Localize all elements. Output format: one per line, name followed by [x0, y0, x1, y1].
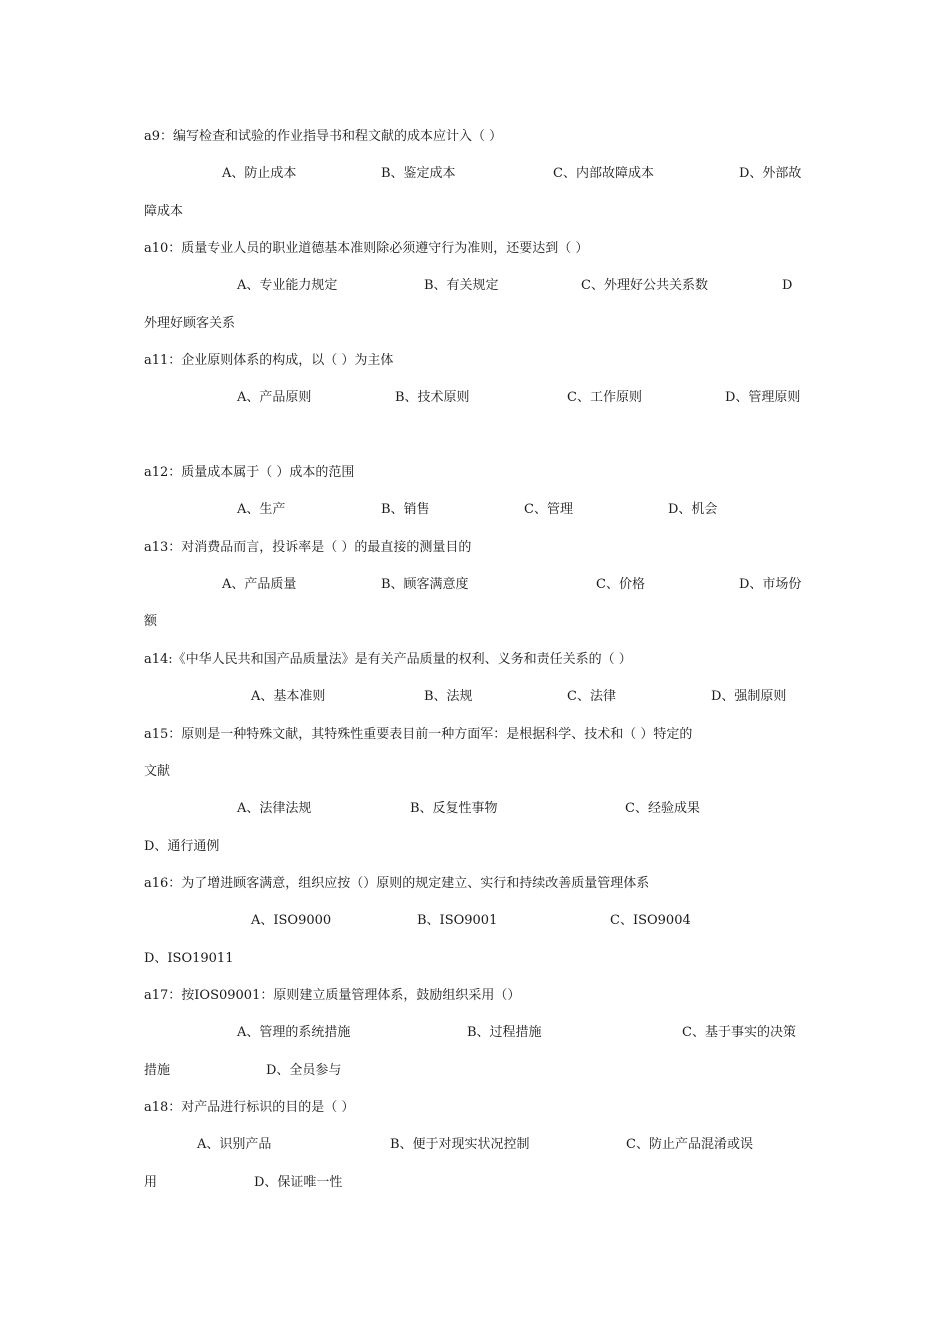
question-a14-options — [144, 686, 806, 708]
option-c: C、ISO9004 — [610, 913, 691, 928]
option-b: B、便于对现实状况控制 — [390, 1137, 530, 1152]
option-c: C、价格 — [596, 577, 645, 592]
option-b: B、ISO9001 — [417, 913, 498, 928]
question-a9-options — [144, 163, 806, 185]
question-a15-options — [144, 798, 806, 820]
question-a17-options — [144, 1022, 806, 1044]
option-c: C、工作原则 — [567, 390, 642, 405]
wrap-text: 用 — [144, 1175, 158, 1190]
option-b: B、鉴定成本 — [381, 166, 456, 181]
option-c: C、经验成果 — [625, 801, 700, 816]
option-d: D、全员参与 — [266, 1063, 342, 1078]
option-c: C、内部故障成本 — [553, 166, 654, 181]
question-a11-stem: a11：企业原则体系的构成，以（ ）为主体 — [144, 353, 394, 368]
question-a17-stem: a17：按IOS09001：原则建立质量管理体系，鼓励组织采用（） — [144, 988, 521, 1003]
option-b: B、技术原则 — [395, 390, 470, 405]
option-a: A、ISO9000 — [251, 913, 332, 928]
option-a: A、专业能力规定 — [237, 278, 338, 293]
option-d: D、管理原则 — [725, 390, 801, 405]
option-d: D — [782, 278, 793, 293]
option-a: A、生产 — [237, 502, 286, 517]
question-a14-stem: a14:《中华人民共和国产品质量法》是有关产品质量的权利、义务和责任关系的（ ） — [144, 652, 632, 667]
option-c: C、法律 — [567, 689, 616, 704]
option-b: B、反复性事物 — [410, 801, 498, 816]
question-a12-stem: a12：质量成本属于（ ）成本的范围 — [144, 465, 355, 480]
question-a18-stem: a18：对产品进行标识的目的是（ ） — [144, 1100, 355, 1115]
question-a15-wrap: D、通行通例 — [144, 839, 220, 854]
option-c: C、基于事实的决策 — [682, 1025, 796, 1040]
question-a9-stem: a9：编写检查和试验的作业指导书和程文献的成本应计入（ ） — [144, 129, 503, 144]
option-a: A、基本准则 — [251, 689, 326, 704]
option-a: A、产品质量 — [222, 577, 297, 592]
option-a: A、管理的系统措施 — [237, 1025, 351, 1040]
option-a: A、法律法规 — [237, 801, 312, 816]
option-d: D、外部故 — [739, 166, 802, 181]
option-c: C、防止产品混淆或误 — [626, 1137, 753, 1152]
option-a: A、产品原则 — [237, 390, 312, 405]
question-a16-options — [144, 910, 806, 932]
option-b: B、顾客满意度 — [381, 577, 469, 592]
question-a11-options — [144, 387, 806, 409]
option-b: B、销售 — [381, 502, 430, 517]
question-a10-stem: a10：质量专业人员的职业道德基本准则除必须遵守行为准则，还要达到（ ） — [144, 241, 589, 256]
wrap-text: 措施 — [144, 1063, 171, 1078]
option-c: C、外理好公共关系数 — [581, 278, 708, 293]
question-a13-stem: a13：对消费品而言，投诉率是（ ）的最直接的测量目的 — [144, 540, 472, 555]
question-a17-wrap — [144, 1060, 806, 1082]
question-a16-stem: a16：为了增进顾客满意，组织应按（）原则的规定建立、实行和持续改善质量管理体系 — [144, 876, 650, 891]
option-d: D、保证唯一性 — [254, 1175, 343, 1190]
option-b: B、法规 — [424, 689, 473, 704]
question-a15-stem: a15：原则是一种特殊文献，其特殊性重要表目前一种方面军：是根据科学、技术和（ ）特定的 — [144, 727, 693, 742]
question-a13-wrap: 额 — [144, 614, 158, 629]
option-b: B、过程措施 — [467, 1025, 542, 1040]
option-c: C、管理 — [524, 502, 573, 517]
option-d: D、市场份 — [739, 577, 802, 592]
option-a: A、防止成本 — [222, 166, 297, 181]
option-b: B、有关规定 — [424, 278, 499, 293]
option-d: D、机会 — [668, 502, 718, 517]
question-a18-wrap — [144, 1172, 806, 1194]
question-a10-wrap: 外理好顾客关系 — [144, 316, 236, 331]
question-a16-wrap: D、ISO19011 — [144, 951, 234, 966]
question-a10-options — [144, 275, 806, 297]
option-a: A、识别产品 — [197, 1137, 272, 1152]
question-a15-wrap-first: 文献 — [144, 764, 171, 779]
question-a13-options — [144, 574, 806, 596]
question-a18-options — [144, 1134, 806, 1156]
option-d: D、强制原则 — [711, 689, 787, 704]
question-a12-options — [144, 499, 806, 521]
question-a9-wrap: 障成本 — [144, 204, 184, 219]
